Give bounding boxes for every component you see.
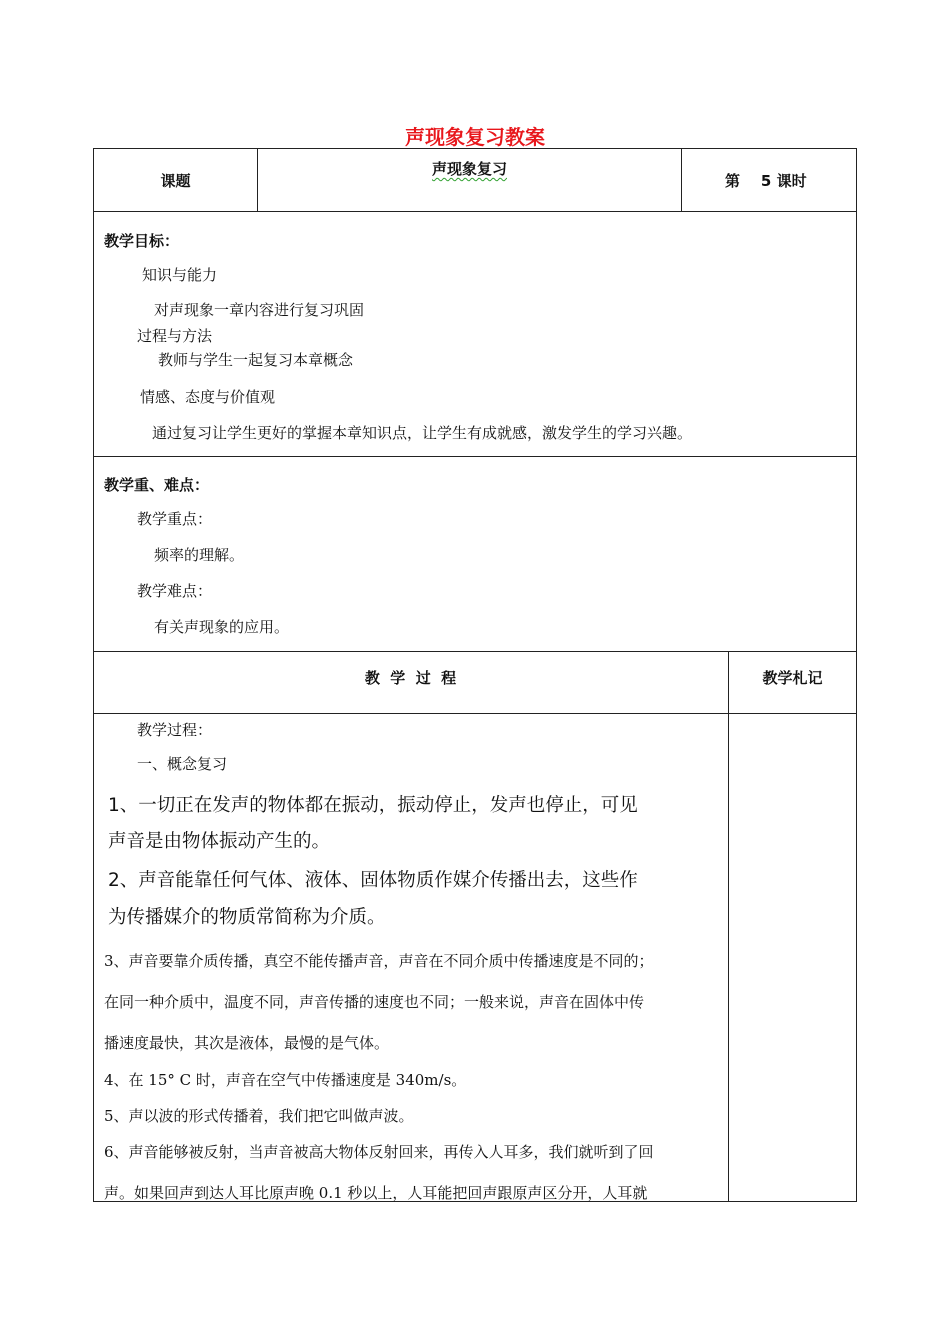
concept-2-line1: 2、声音能靠任何气体、液体、固体物质作媒介传播出去，这些作 [108,870,638,891]
concept-3-line3: 播速度最快，其次是液体，最慢的是气体。 [104,1034,390,1052]
concept-5: 5、声以波的形式传播着，我们把它叫做声波。 [104,1107,414,1125]
keypoints-heading: 教学重、难点： [104,476,210,494]
process-header-left: 教 学 过 程 [364,669,457,687]
concept-6-line2: 声。如果回声到达人耳比原声晚 0.1 秒以上，人耳能把回声跟原声区分开，人耳就 [104,1184,648,1202]
process-section-title: 一、概念复习 [137,755,228,773]
attitude-text: 通过复习让学生更好的掌握本章知识点，让学生有成就感，激发学生的学习兴趣。 [152,424,693,442]
focus-text: 频率的理解。 [154,546,245,564]
knowledge-title: 知识与能力 [142,266,218,284]
difficulty-text: 有关声现象的应用。 [154,618,290,636]
concept-1-line2: 声音是由物体振动产生的。 [108,831,331,852]
difficulty-label: 教学难点： [137,582,213,600]
document-title: 声现象复习教案 [405,125,545,149]
process-intro: 教学过程： [137,721,213,739]
concept-1-line1: 1、一切正在发声的物体都在振动，振动停止，发声也停止，可见 [108,795,638,816]
notes-column [728,713,857,1202]
knowledge-text: 对声现象一章内容进行复习巩固 [154,301,365,319]
period-info: 第 5 课时 [725,172,807,190]
attitude-title: 情感、态度与价值观 [140,388,276,406]
concept-3-line1: 3、声音要靠介质传播，真空不能传播声音，声音在不同介质中传播速度是不同的； [104,952,654,970]
focus-label: 教学重点： [137,510,213,528]
concept-3-line2: 在同一种介质中，温度不同，声音传播的速度也不同；一般来说，声音在固体中传 [104,993,645,1011]
concept-4: 4、在 15° C 时，声音在空气中传播速度是 340m/s。 [104,1071,467,1089]
process-header-right: 教学札记 [762,669,823,687]
subject-value: 声现象复习 [431,160,507,178]
process-title: 过程与方法 [137,327,213,345]
process-text: 教师与学生一起复习本章概念 [158,351,354,369]
subject-label: 课题 [160,172,191,190]
concept-6-line1: 6、声音能够被反射，当声音被高大物体反射回来，再传入人耳多，我们就听到了回 [104,1143,654,1161]
concept-2-line2: 为传播媒介的物质常简称为介质。 [108,907,386,928]
objectives-heading: 教学目标： [104,232,180,250]
